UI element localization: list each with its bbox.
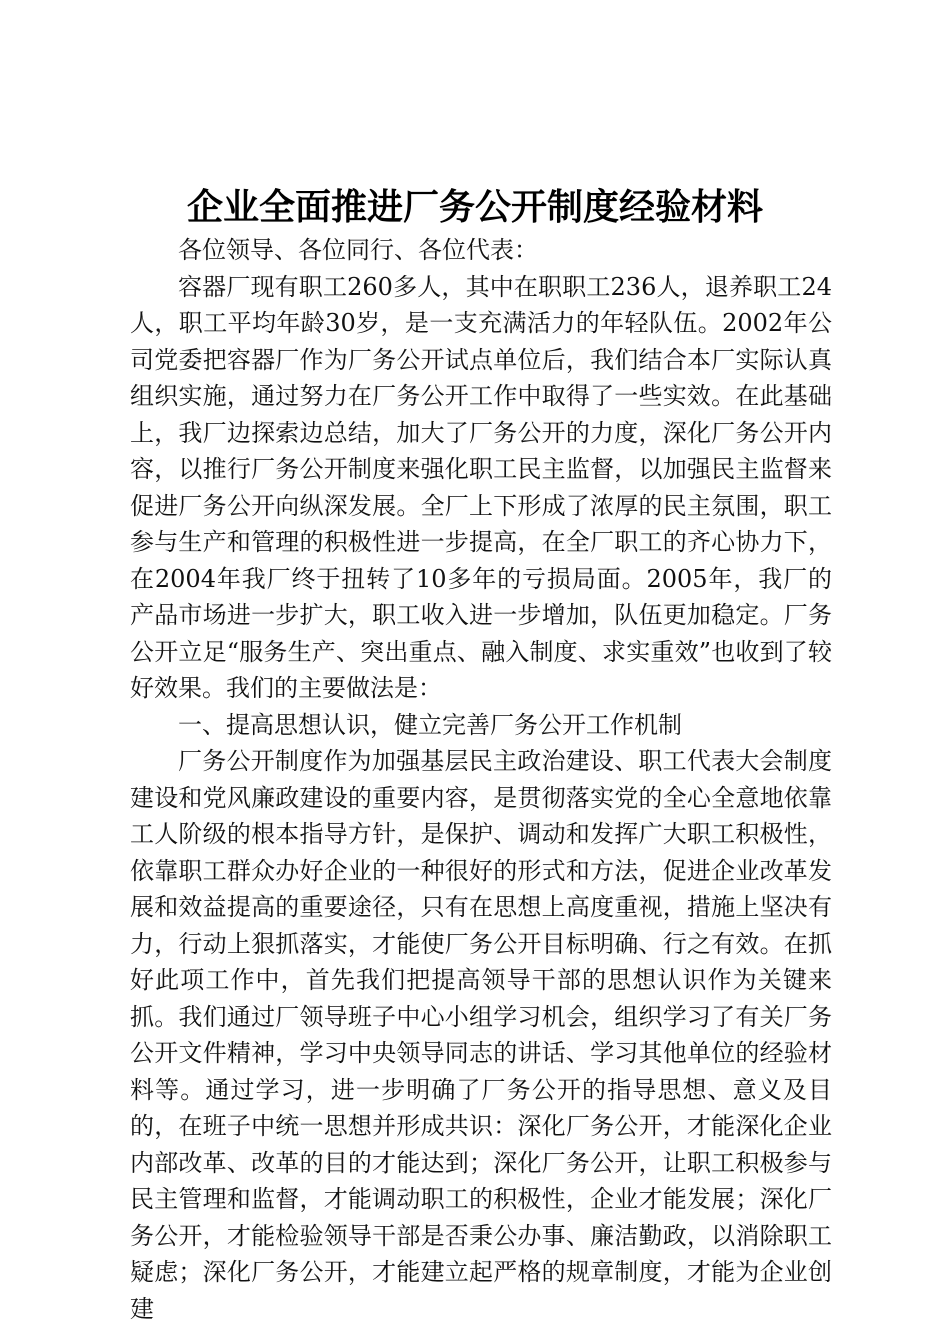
document-title: 企业全面推进厂务公开制度经验材料: [186, 186, 763, 228]
intro-paragraph: 容器厂现有职工260多人，其中在职职工236人，退养职工24人，职工平均年龄30岁，是一支充满活力的年轻队伍。2002年公司党委把容器厂作为厂务公开试点单位后，我们结合本厂实际认真组织实施，通过努力在厂务公开工作中取得了一些实效。在此基础上，我厂边探索边总结，加大了厂务公开的力度，深化厂务公开内容，以推行厂务公开制度来强化职工民主监督，以加强民主监督来促进厂务公开向纵深发展。全厂上下形成了浓厚的民主氛围，职工参与生产和管理的积极性进一步提高，在全厂职工的齐心协力下，在2004年我厂终于扭转了10多年的亏损局面。2005年，我厂的产品市场进一步扩大，职工收入进一步增加，队伍更加稳定。厂务公开立足“服务生产、突出重点、融入制度、求实重效”也收到了较好效果。我们的主要做法是：: [130, 272, 832, 702]
document-body: [130, 232, 832, 1327]
section-paragraph: 厂务公开制度作为加强基层民主政治建设、职工代表大会制度建设和党风廉政建设的重要内容，是贯彻落实党的全心全意地依靠工人阶级的根本指导方针，是保护、调动和发挥广大职工积极性，依靠职工群众办好企业的一种很好的形式和方法，促进企业改革发展和效益提高的重要途径，只有在思想上高度重视，措施上坚决有力，行动上狠抓落实，才能使厂务公开目标明确、行之有效。在抓好此项工作中，首先我们把提高领导干部的思想认识作为关键来抓。我们通过厂领导班子中心小组学习机会，组织学习了有关厂务公开文件精神，学习中央领导同志的讲话、学习其他单位的经验材料等。通过学习，进一步明确了厂务公开的指导思想、意义及目的，在班子中统一思想并形成共识：深化厂务公开，才能深化企业内部改革、改革的目的才能达到；深化厂务公开，让职工积极参与民主管理和监督，才能调动职工的积极性，企业才能发展；深化厂务公开，才能检验领导干部是否秉公办事、廉洁勤政，以消除职工疑虑；深化厂务公开，才能建立起严格的规章制度，才能为企业创建: [130, 747, 832, 1323]
salutation-paragraph: 各位领导、各位同行、各位代表：: [178, 236, 538, 264]
section-heading: 一、提高思想认识，健立完善厂务公开工作机制: [178, 710, 682, 739]
